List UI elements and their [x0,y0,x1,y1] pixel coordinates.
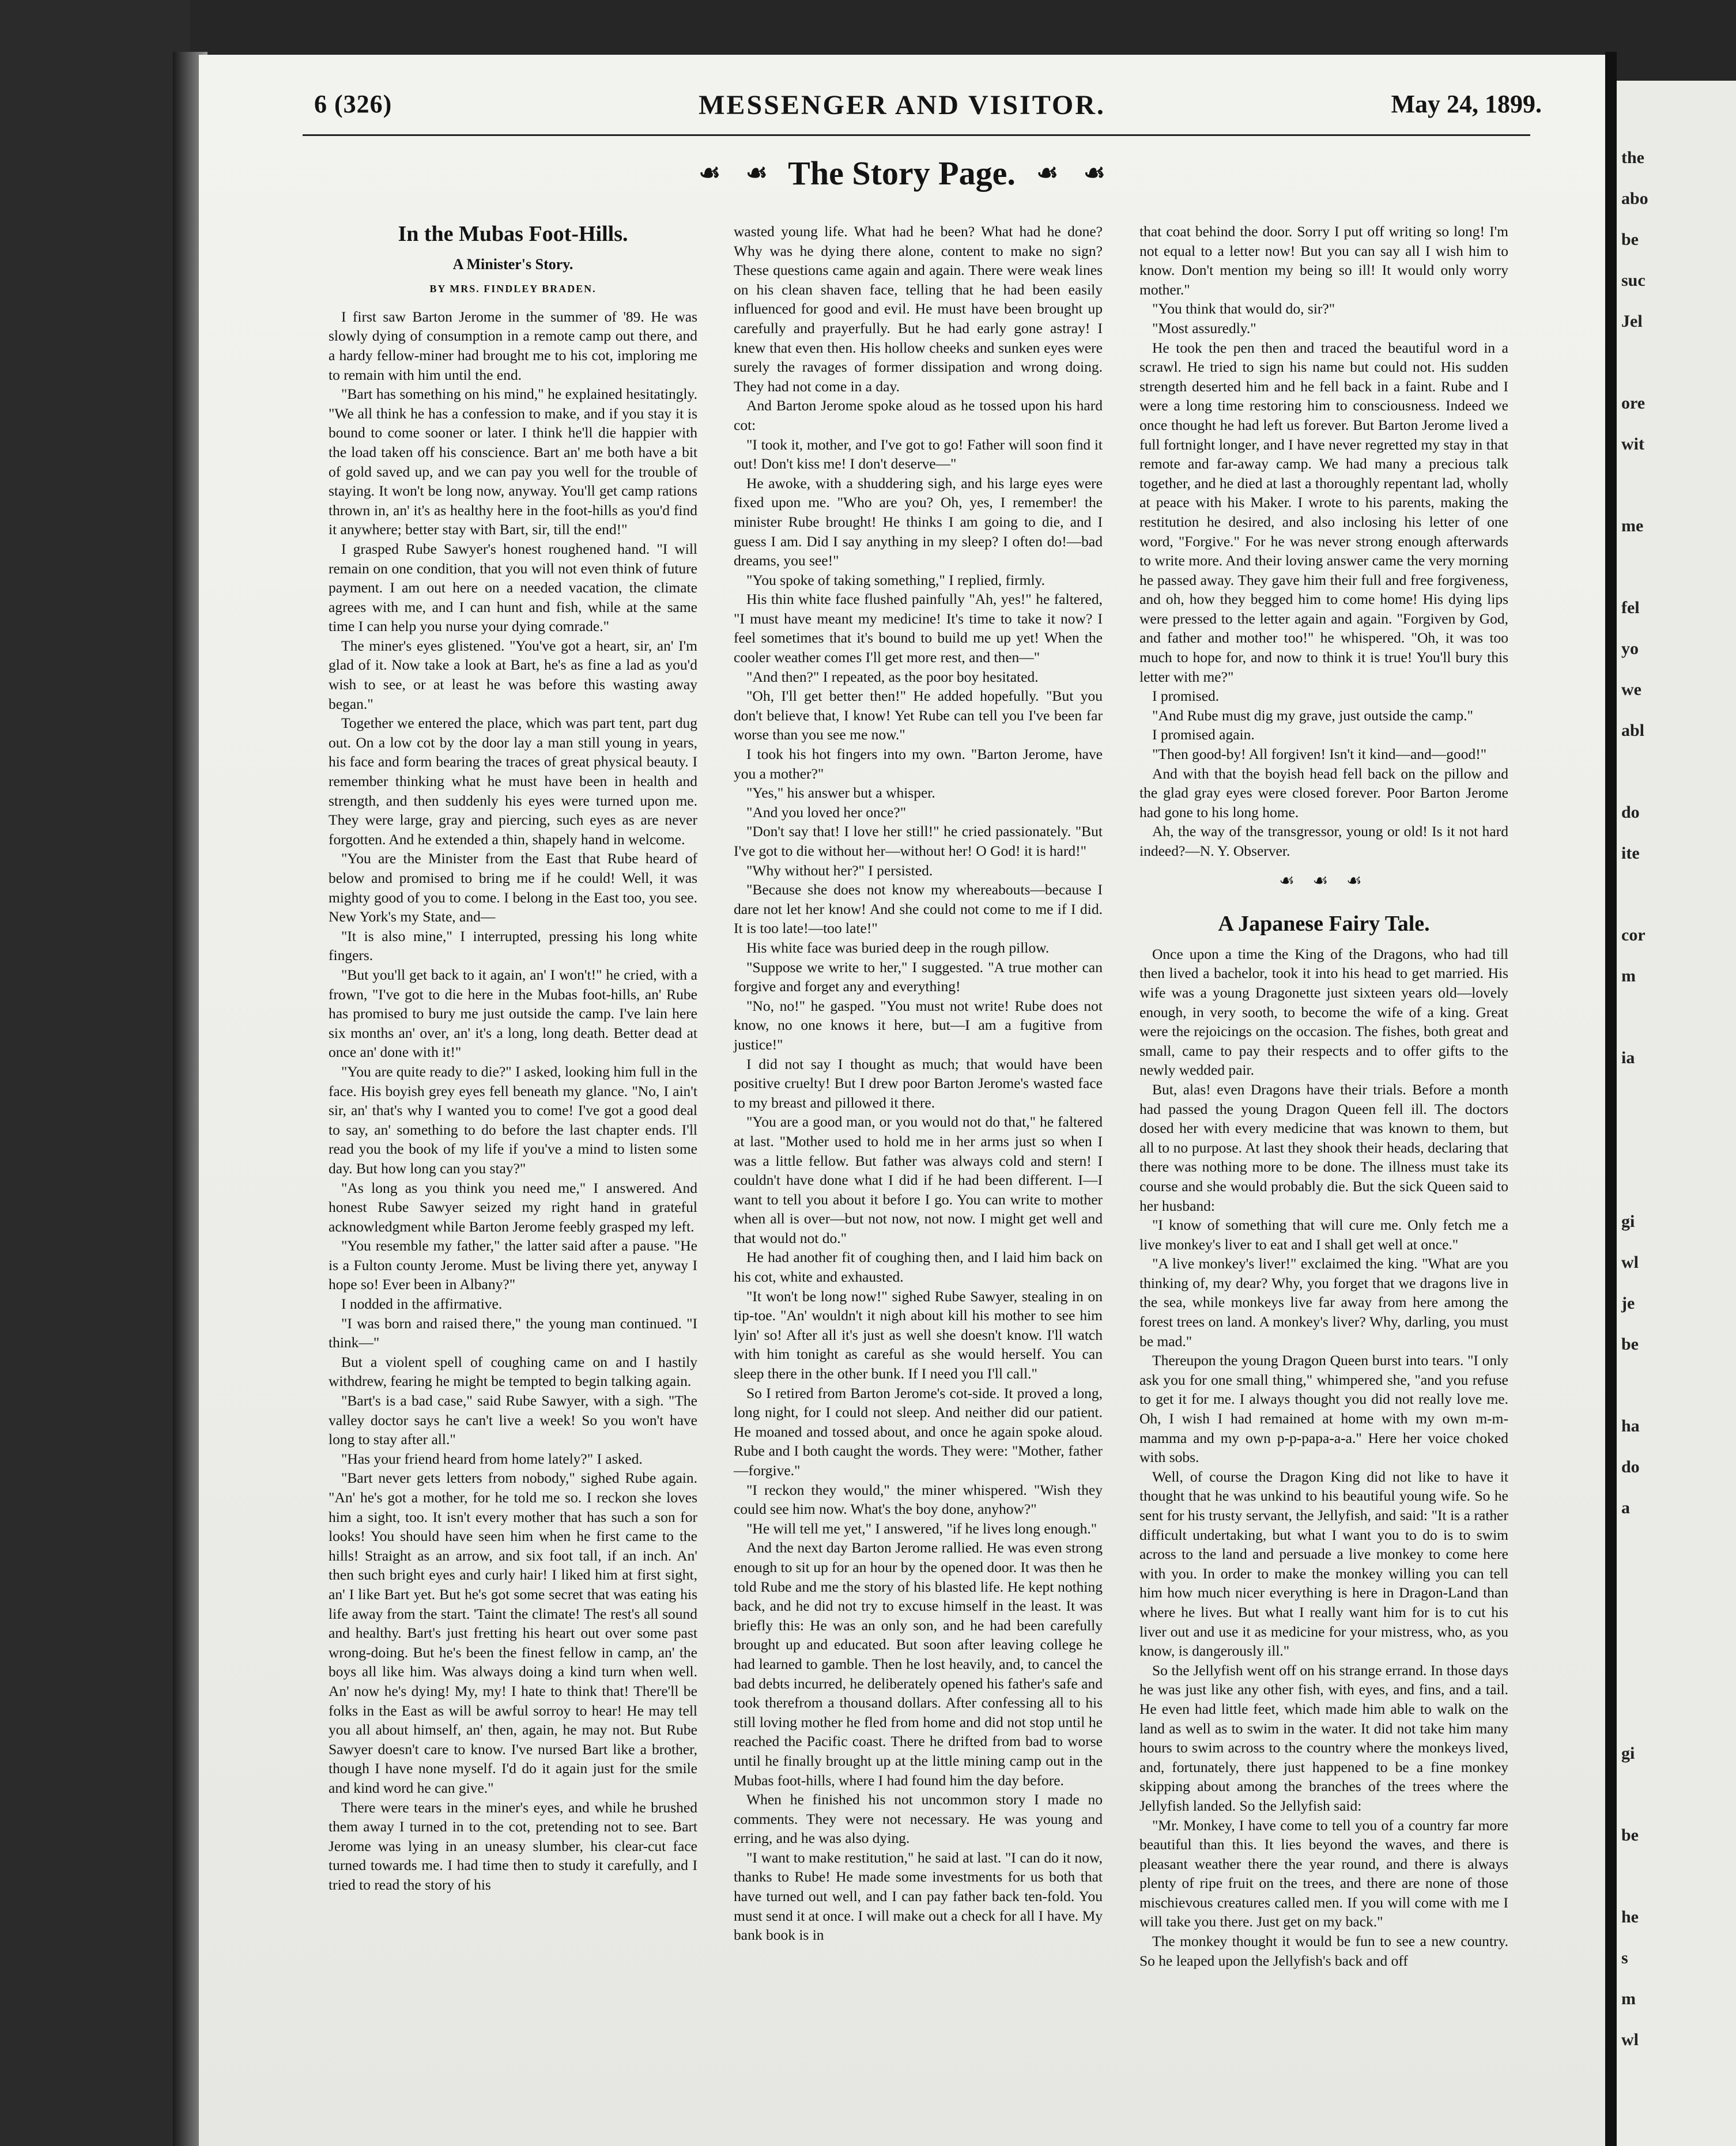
separator-ornament: ☙ ☙ ☙ [1279,871,1369,890]
paragraph: "Yes," his answer but a whisper. [746,784,935,802]
adjacent-page-edge [1617,81,1736,2146]
fragment-text: yo [1621,639,1639,658]
paragraph: Ah, the way of the transgressor, young or old! Is it not hard indeed?—N. Y. Observer. [1139,823,1508,859]
masthead: MESSENGER AND VISITOR. [699,90,1105,120]
section-title: The Story Page. [788,154,1016,192]
paragraph: "You are a good man, or you would not do that," he faltered at last. "Mother used to hold me in her arms just so when I was a little fellow. But father was always cold and stern! I couldn't have done what I did if he had been different. I—I want to tell you about it before I go. You can write to mother when all is over—but not now, not now. I might get well and that would not do." [734,1113,1103,1246]
paragraph: But, alas! even Dragons have their trials. Before a month had passed the young Dragon Queen fell ill. The doctors dosed her with every medicine that was known to them, but all to no purpose. At last they shook their heads, declaring that there was nothing more to be done. The illness must take its course and she would probably die. But the sick Queen said to her husband: [1139,1080,1508,1214]
story-body [1139,944,1508,1970]
paragraph: His white face was buried deep in the rough pillow. [746,939,1050,956]
paragraph: And the next day Barton Jerome rallied. He was even strong enough to sit up for an hour by the opened door. It was then he told Rube and me the story of his blasted life. He kept nothing back, and he did not try to excuse himself in the least. It was briefly this: He was an only son, and he had been carefully brought up and educated. But soon after leaving college he had learned to gamble. Then he lost heavily, and, to cancel the bad debts incurred, he deliberately opened his father's safe and took therefrom a thousand dollars. After confessing all to his still loving mother he fled from home and did not stop until he reached the Pacific coast. There he drifted from bad to worse until he finally brought up at the little mining camp out in the Mubas foot-hills, where I had found him the day before. [734,1539,1103,1789]
paragraph: So I retired from Barton Jerome's cot-side. It proved a long, long night, for I could not sleep. And neither did our patient. He moaned and tossed about, and once he again spoke aloud. Rube and I both caught the words. They were: "Mother, father—forgive." [734,1384,1103,1479]
paragraph: "And then?" I repeated, as the poor boy hesitated. [746,668,1039,685]
fragment-text: abo [1621,189,1648,208]
fragment-text: Jel [1621,312,1643,331]
fragment-text: abl [1621,721,1645,740]
fragment-text: fel [1621,598,1640,617]
fragment-text: do [1621,1457,1640,1476]
paragraph: "Has your friend heard from home lately?" I asked. [341,1450,643,1467]
paragraph: "I took it, mother, and I've got to go! Father will soon find it out! Don't kiss me! I don't deserve—" [734,436,1103,473]
fragment-text: the [1621,148,1644,167]
paragraph: But a violent spell of coughing came on and I hastily withdrew, fearing he might be tempted to begin talking again. [329,1353,697,1390]
paragraph: "I want to make restitution," he said at last. "I can do it now, thanks to Rube! He made some investments for us both that have turned out well, and I can pay father back ten-fold. You must send it at once. I will make out a check for all I have. My bank book is in [734,1849,1103,1944]
paragraph: I took his hot fingers into my own. "Barton Jerome, have you a mother?" [734,746,1103,782]
fragment-text: gi [1621,1212,1635,1231]
story-body [1139,222,1508,861]
column-3 [1139,222,1508,1970]
paragraph: "You are the Minister from the East that Rube heard of below and promised to bring me if he could! Well, it was mighty good of you to come. I belong in the East too, you see. New York's my State, and— [329,850,697,925]
paragraph: "Suppose we write to her," I suggested. "A true mother can forgive and forget any and everything! [734,958,1103,995]
paragraph: wasted young life. What had he been? What had he done? Why was he dying there alone, content to make no sign? These questions came again and again. There were weak lines on his clean shaven face, telling that he had been easily influenced for good and evil. He must have been brought up carefully and prayerfully. But he had early gone astray! I knew that even then. His hollow cheeks and sunken eyes were surely the ravages of former dissipation and wrong doing. They had not come in a day. [734,223,1103,395]
page-gutter [1605,52,1617,2146]
newspaper-page [199,55,1605,2146]
fragment-text: wl [1621,1253,1639,1272]
fragment-text: a [1621,1498,1630,1517]
paragraph: There were tears in the miner's eyes, and while he brushed them away I turned in to the cot, pretending not to see. Bart Jerome was lying in an uneasy slumber, his clear-cut face turned towards me. I had time then to study it carefully, and I tried to read the story of his [329,1799,697,1893]
column-2 [734,222,1103,1945]
paragraph: "Don't say that! I love her still!" he cried passionately. "But I've got to die without her—without her! O God! it is hard!" [734,823,1103,859]
paragraph: And Barton Jerome spoke aloud as he tossed upon his hard cot: [734,397,1103,433]
paragraph: I promised. [1152,687,1220,705]
page-header [199,89,1605,135]
fragment-text: ia [1621,1048,1635,1067]
paragraph: "Bart's is a bad case," said Rube Sawyer, with a sigh. "The valley doctor says he can't live a week! So you won't have long to stay after all." [329,1392,697,1448]
paragraph: that coat behind the door. Sorry I put off writing so long! I'm not equal to a letter now! But you can say all I wish him to know. Don't mention my being so ill! It would only worry mother." [1139,223,1508,298]
paragraph: "You think that would do, sir?" [1152,300,1335,318]
fragment-text: m [1621,966,1636,985]
scan-background [0,0,190,2146]
paragraph: "No, no!" he gasped. "You must not write! Rube does not know, no one knows it here, but—I am a fugitive from justice!" [734,997,1103,1053]
paragraph: "Then good-by! All forgiven! Isn't it kind—and—good!" [1152,746,1487,763]
paragraph: "A live monkey's liver!" exclaimed the king. "What are you thinking of, my dear? Why, you forget that we dragons live in the sea, while monkeys live far away from here among the forest trees on land. A monkey's liver? Why, darling, you must be mad." [1139,1255,1508,1350]
paragraph: "Most assuredly." [1152,319,1256,337]
paragraph: "Why without her?" I persisted. [746,862,933,879]
fragment-text: gi [1621,1744,1635,1763]
fragment-text: do [1621,803,1640,822]
paragraph: "Oh, I'll get better then!" He added hopefully. "But you don't believe that, I know! Yet Rube can tell you I've been far worse than you see me now." [734,687,1103,743]
fragment-text: m [1621,1989,1636,2008]
paragraph: Thereupon the young Dragon Queen burst into tears. "I only ask you for one small thing," whimpered she, "and you refuse to get it for me. I always thought you did not really love me. Oh, I wish I had remained at home with my own m-m-mamma and my own p-p-papa-a-a." Here her voice choked with sobs. [1139,1352,1508,1466]
paragraph: So the Jellyfish went off on his strange errand. In those days he was just like any other fish, with eyes, and fins, and a tail. He even had little feet, which made him able to walk on the land as well as to swim in the water. It did not take him many hours to swim across to the country where the monkeys lived, and, fortunately, there just happened to be a fine monkey skipping about among the branches of the trees where the Jellyfish landed. So the Jellyfish said: [1139,1661,1508,1814]
paragraph: "You are quite ready to die?" I asked, looking him full in the face. His boyish grey eyes fell beneath my glance. "No, I ain't sir, an' that's why I wanted you to come! I've got a good deal to say, an' something to do before the last chapter ends. I'll read you the book of my life if you've a mind to listen some day. But how long can you stay?" [329,1063,697,1177]
page-number: 6 (326) [314,90,393,118]
story-body [329,307,697,1895]
fleuron-icon: ☙ [699,160,721,187]
fleuron-icon: ☙ [746,160,768,187]
paragraph: "It won't be long now!" sighed Rube Sawyer, stealing in on tip-toe. "An' wouldn't it nigh about kill his mother to see him lyin' so! After all it's just as well she doesn't know. I'll watch with him tonight as careful as she would herself. You can sleep there in the other bunk. If I need you I'll call." [734,1287,1103,1382]
paragraph: When he finished his not uncommon story I made no comments. They were not necessary. He was young and erring, and he was also dying. [734,1791,1103,1847]
fragment-text: be [1621,1826,1639,1845]
paragraph: He awoke, with a shuddering sigh, and his large eyes were fixed upon me. "Who are you? Oh, yes, I remember! the minister Rube brought! He thinks I am going to die, and I guess I am. Did I say anything in my sleep? I often do!—bad dreams, you see!" [734,474,1103,569]
paragraph: Well, of course the Dragon King did not like to have it thought that he was unkind to his beautiful young wife. So he sent for his trusty servant, the Jellyfish, and said: "It is a rather difficult undertaking, but what I want you to do is to swim across to the land and persuade a live monkey to come here with you. In order to make the monkey willing you can tell him how much nicer everything is here in Dragon-Land than where he lives. But what I really want him for is to cut his liver out and use it as medicine for your mistress, who, as you know, is dangerously ill." [1139,1468,1508,1660]
fragment-text: be [1621,1335,1639,1354]
issue-date: May 24, 1899. [1391,90,1542,118]
header-rule [303,134,1530,136]
paragraph: "I was born and raised there," the young man continued. "I think—" [329,1314,697,1351]
paragraph: He took the pen then and traced the beautiful word in a scrawl. He tried to sign his name but could not. His sudden strength deserted him and he fell back in a faint. Rube and I were a long time restoring him to consciousness. Indeed we once thought he had left us forever. But Barton Jerome lived a full fortnight longer, and I have never regretted my stay in that remote and far-away camp. We had many a precious talk together, and he died at last a thoroughly repentant lad, wholly at peace with his Maker. I wrote to his parents, making the restitution he desired, and also inclosing his letter of one word, "Forgive." For he was never strong enough afterwards to write more. And their loving answer came the very morning he passed away. They gave him their full and free forgiveness, and oh, how they begged him to come home! His dying lips were pressed to the letter again and again. "Forgiven by God, and father and mother too!" he whispered. "Oh, it was too much to hope for, and now to think it is true! You'll bury this letter with me?" [1139,339,1508,685]
column-1 [329,222,697,1894]
fragment-text: ite [1621,844,1640,863]
paragraph: "I know of something that will cure me. Only fetch me a live monkey's liver to eat and I shall get well at once." [1139,1216,1508,1253]
paragraph: "I reckon they would," the miner whispered. "Wish they could see him now. What's the boy done, anyhow?" [734,1481,1103,1518]
fragment-text: s [1621,1948,1628,1967]
story-byline: BY MRS. FINDLEY BRADEN. [429,283,597,295]
fragment-text: ore [1621,394,1646,413]
fleuron-icon: ☙ [1083,160,1105,187]
paragraph: He had another fit of coughing then, and I laid him back on his cot, white and exhausted. [734,1249,1103,1286]
fragment-text: cor [1621,925,1646,944]
fragment-text: we [1621,680,1641,699]
paragraph: "And you loved her once?" [746,803,907,821]
story-body [734,222,1103,1945]
paragraph: I first saw Barton Jerome in the summer of '89. He was slowly dying of consumption in a remote camp out there, and a hardy fellow-miner had brought me to his cot, imploring me to remain with him until the end. [329,308,697,383]
paragraph: "Bart has something on his mind," he explained hesitatingly. "We all think he has a confession to make, and if you stay it is bound to come sooner or later. I think he'll die happier with the load taken off his conscience. Bart an' me both have a bit of gold saved up, and we can pay you well for the trouble of staying. It won't be long now, anyway. You'll get camp rations thrown in, an' it's as healthy here in the foot-hills as you'd find it anywhere; better stay with Bart, sir, till the end!" [329,386,697,538]
paragraph: Together we entered the place, which was part tent, part dug out. On a low cot by the door lay a man still young in years, his face and form bearing the traces of great physical beauty. I remember thinking what he must have been in health and strength, and then suddenly his eyes were turned upon me. They were large, gray and piercing, such eyes as are never forgotten. And he extended a thin, shapely hand in welcome. [329,715,697,848]
paragraph: "As long as you think you need me," I answered. And honest Rube Sawyer seized my right hand in grateful acknowledgment while Barton Jerome feebly grasped my left. [329,1179,697,1235]
fragment-text: wl [1621,2030,1639,2049]
paragraph: I did not say I thought as much; that would have been positive cruelty! But I drew poor Barton Jerome's wasted face to my breast and pillowed it there. [734,1055,1103,1111]
paragraph: "But you'll get back to it again, an' I won't!" he cried, with a frown, "I've got to die here in the Mubas foot-hills, an' Rube has promised to bury me just outside the camp. I've lain here six months an' over, an' it's a long, long death. Better dead at once an' done with it!" [329,966,697,1061]
story-title: In the Mubas Foot-Hills. [398,222,628,246]
paragraph: "You resemble my father," the latter said after a pause. "He is a Fulton county Jerome. Must be living there yet, anyway I hope so! Ever been in Albany?" [329,1237,697,1293]
fragment-text: be [1621,230,1639,249]
story-subtitle: A Minister's Story. [452,255,573,273]
paragraph: Once upon a time the King of the Dragons, who had till then lived a bachelor, took it into his head to get married. His wife was a young Dragonette just sixteen years old—lovely enough, in very sooth, to become the wife of a king. Great were the rejoicings on the occasion. The fishes, both great and small, came to pay their respects and to offer gifts to the newly wedded pair. [1139,945,1508,1079]
fragment-text: wit [1621,435,1644,454]
paragraph: The monkey thought it would be fun to see a new country. So he leaped upon the Jellyfish's back and off [1139,1933,1508,1969]
fragment-text: ha [1621,1416,1640,1435]
fragment-text: me [1621,516,1644,535]
fleuron-icon: ☙ [1036,160,1058,187]
paragraph: I grasped Rube Sawyer's honest roughened hand. "I will remain on one condition, that you will not even think of future payment. I am out here on a needed vacation, the climate agrees with me, and I can hunt and fish, while at the same time I can help you nurse your dying comrade." [329,540,697,635]
paragraph: "It is also mine," I interrupted, pressing his long white fingers. [329,927,697,964]
paragraph: I nodded in the affirmative. [341,1295,503,1313]
paragraph: "Mr. Monkey, I have come to tell you of a country far more beautiful than this. It lies beyond the waves, and there is pleasant weather there the year round, and there is always plenty of ripe fruit on the trees, and there are none of those mischievous creatures called men. If you will come with me I will take you there. Just get on my back." [1139,1816,1508,1930]
paragraph: "You spoke of taking something," I replied, firmly. [746,571,1046,588]
paragraph: "Because she does not know my whereabouts—because I dare not let her know! And she could not come to me if I did. It is too late!—too late!" [734,881,1103,937]
story-title: A Japanese Fairy Tale. [1218,912,1430,936]
section-banner [199,154,1605,192]
fragment-text: he [1621,1907,1639,1926]
paragraph: And with that the boyish head fell back on the pillow and the glad gray eyes were closed forever. Poor Barton Jerome had gone to his long home. [1139,765,1508,821]
paragraph: "He will tell me yet," I answered, "if he lives long enough." [746,1520,1097,1537]
paragraph: I promised again. [1152,726,1255,743]
paragraph: "And Rube must dig my grave, just outside the camp." [1152,706,1473,724]
paragraph: His thin white face flushed painfully "Ah, yes!" he faltered, "I must have meant my medicine! It's time to take it now? I feel sometimes that it's bound to build me up yet! When the cooler weather comes I'll get more rest, and then—" [734,591,1103,666]
fragment-text: je [1621,1294,1635,1313]
fragment-text: suc [1621,271,1646,290]
paragraph: "Bart never gets letters from nobody," sighed Rube again. "An' he's got a mother, for he told me so. I reckon she loves him a sight, too. It isn't every mother that has such a son for looks! You should have seen him when he first came to the hills! Straight as an arrow, and six foot tall, if an inch. An' then such bright eyes and curly hair! I liked him at first sight, an' I like Bart yet. But he's got some secret that was eating his life away from the start. 'Taint the climate! The rest's all sound and healthy. Bart's just fretting his heart out over some past wrong-doing. But he's been the finest fellow in camp, an' the boys all like him. Was always doing a kind turn when well. An' now he's dying! My, my! I hate to think that! There'll be folks in the East as will be awful sorroy to hear! He may tell you all about himself, an' then, again, he may not. But Rube Sawyer doesn't care to know. I've nursed Bart like a brother, though I have none myself. I'd do it again just for the smile and kind word he can give." [329,1469,697,1796]
paragraph: The miner's eyes glistened. "You've got a heart, sir, an' I'm glad of it. Now take a look at Bart, he's as fine a lad as you'd wish to see, or at least he was before this wasting away began." [329,637,697,712]
